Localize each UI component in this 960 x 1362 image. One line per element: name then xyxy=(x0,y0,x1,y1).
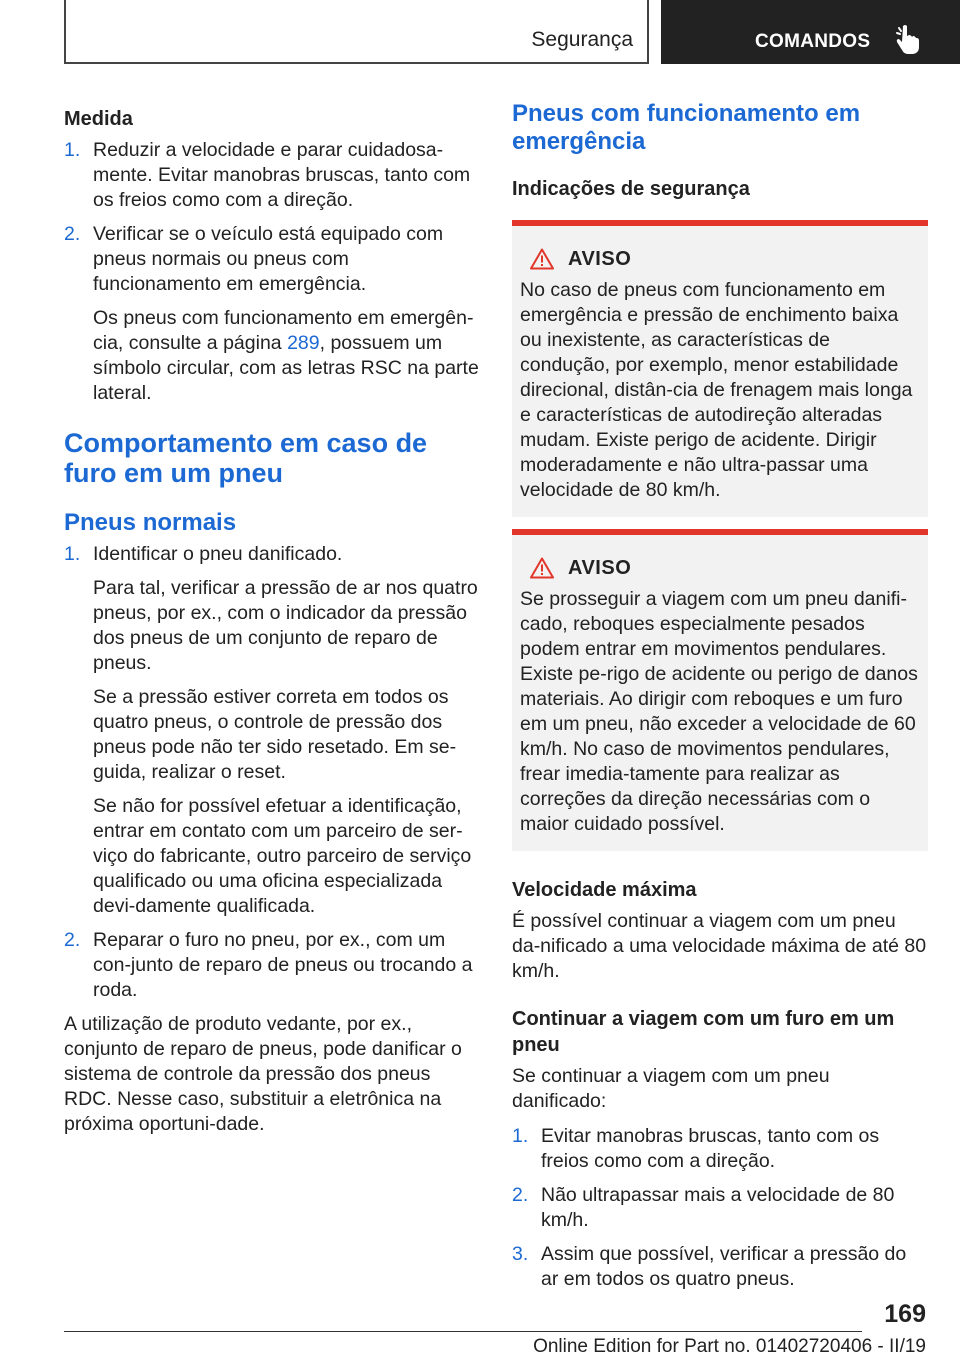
warning-header xyxy=(530,555,920,581)
step-paragraph: Para tal, verificar a pressão de ar nos quatro pneus, por ex., com o indicador da pressão dos pneus de um conjunto de reparo de pneus. xyxy=(93,577,478,674)
header-chapter-title: COMANDOS xyxy=(755,31,871,52)
list-item xyxy=(64,222,482,406)
heading-pneus-normais: Pneus normais xyxy=(64,509,237,536)
warning-title: AVISO xyxy=(568,557,632,579)
list-item xyxy=(64,542,482,919)
warning-triangle-icon xyxy=(530,248,554,270)
normais-steps xyxy=(64,542,482,1003)
right-column xyxy=(512,100,928,1301)
step-text: Reparar o furo no pneu, por ex., com um con-junto de reparo de pneus ou trocando a roda. xyxy=(93,929,473,1001)
list-item xyxy=(512,1242,928,1292)
final-paragraph: A utilização de produto vedante, por ex., conjunto de reparo de pneus, pode danificar o sistema de controle da pressão dos pneus RDC. Nesse caso, substituir a eletrônica na próxima oportuni-dade. xyxy=(64,1013,462,1135)
step-text: Verificar se o veículo está equipado com pneus normais ou pneus com funcionamento em emergência. xyxy=(93,223,444,295)
heading-emergencia: Pneus com funcionamento em emergência xyxy=(512,100,861,155)
left-column xyxy=(64,100,482,1137)
list-item xyxy=(64,928,482,1003)
continuar-steps xyxy=(512,1124,928,1292)
step-text: Evitar manobras bruscas, tanto com os freios como com a direção. xyxy=(541,1125,880,1172)
warning-text: No caso de pneus com funcionamento em emergência e pressão de enchimento baixa ou inexistente, as características de condução, por exemplo, menor estabilidade direcional, distân-cia de frenagem mais longa e características de autodireção alteradas mudam. Existe perigo de acidente. Dirigir moderadamente e não ultra-passar uma velocidade de 80 km/h. xyxy=(520,279,913,501)
header-chapter-tab[interactable] xyxy=(661,0,960,64)
warning-title: AVISO xyxy=(568,248,632,270)
hand-pointer-icon xyxy=(895,24,921,54)
warning-box-2 xyxy=(512,529,928,851)
step-number: 2. xyxy=(512,1184,529,1206)
step-number: 2. xyxy=(64,223,81,245)
list-item xyxy=(512,1183,928,1233)
list-item xyxy=(512,1124,928,1174)
medida-steps xyxy=(64,138,482,406)
step-extra-text: Os pneus com funcionamento em emergên-cia, consulte a página 289, possuem um símbolo circular, com as letras RSC na parte lateral. xyxy=(93,307,479,404)
footer-edition: Online Edition for Part no. 01402720406 - II/19 xyxy=(533,1336,926,1357)
list-item xyxy=(64,138,482,213)
vmax-label: Velocidade máxima xyxy=(512,879,697,901)
step-paragraph: Se não for possível efetuar a identificação, entrar em contato com um parceiro de ser-viço do fabricante, outro parceiro de serviço qualificado ou uma oficina especializada devi-damente qualificada. xyxy=(93,795,472,917)
header-section-title: Segurança xyxy=(531,28,633,51)
step-text: Identificar o pneu danificado. xyxy=(93,543,343,565)
header-section-box xyxy=(64,0,649,64)
step-number: 1. xyxy=(512,1125,529,1147)
step-number: 3. xyxy=(512,1243,529,1265)
step-number: 1. xyxy=(64,543,81,565)
continuar-label: Continuar a viagem com um furo em um pneu xyxy=(512,1008,895,1056)
safety-label: Indicações de segurança xyxy=(512,178,750,200)
heading-furo: Comportamento em caso de furo em um pneu xyxy=(64,428,428,488)
page-reference-link[interactable]: 289 xyxy=(287,332,320,354)
continuar-intro: Se continuar a viagem com um pneu danificado: xyxy=(512,1065,830,1112)
step-text: Reduzir a velocidade e parar cuidadosa-mente. Evitar manobras bruscas, tanto com os freios como com a direção. xyxy=(93,139,471,211)
warning-triangle-icon xyxy=(530,557,554,579)
step-text: Assim que possível, verificar a pressão do ar em todos os quatro pneus. xyxy=(541,1243,907,1290)
step-text: Não ultrapassar mais a velocidade de 80 km/h. xyxy=(541,1184,895,1231)
vmax-text: É possível continuar a viagem com um pneu da-nificado a uma velocidade máxima de até 80 km/h. xyxy=(512,910,927,982)
step-paragraph: Se a pressão estiver correta em todos os quatro pneus, o controle de pressão dos pneus pode não ter sido resetado. Em se-guida, realizar o reset. xyxy=(93,686,457,783)
page-number: 169 xyxy=(884,1300,926,1328)
warning-box-1 xyxy=(512,220,928,517)
step-number: 2. xyxy=(64,929,81,951)
footer-divider xyxy=(64,1331,862,1332)
warning-header xyxy=(530,246,920,272)
step-number: 1. xyxy=(64,139,81,161)
warning-text: Se prosseguir a viagem com um pneu danifi-cado, reboques especialmente pesados podem entrar em movimentos pendulares. Existe pe-rigo de acidente ou perigo de danos materiais. Ao dirigir com reboques e um furo em um pneu, não exceder a velocidade de 60 km/h. No caso de movimentos pendulares, frear imedia-tamente para realizar as correções da direção necessárias com o maior cuidado possível. xyxy=(520,588,918,835)
medida-label: Medida xyxy=(64,108,133,130)
